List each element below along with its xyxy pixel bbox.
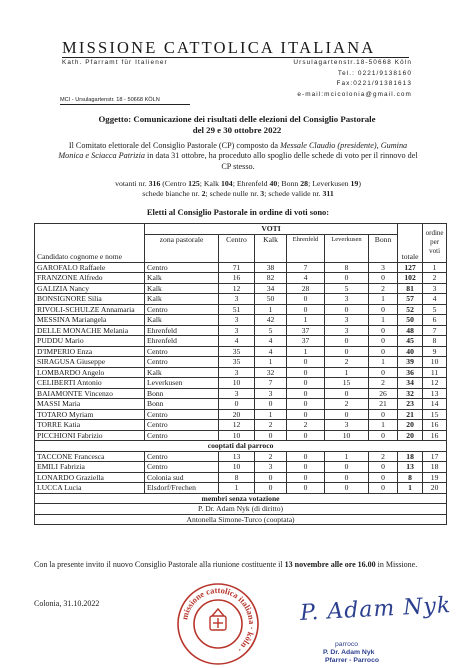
kalk-votes: 32 (255, 367, 287, 378)
closing-paragraph (34, 560, 439, 571)
coopted-group (35, 441, 447, 452)
vote-stats-line-2 (58, 189, 418, 199)
bonn-votes: 1 (369, 294, 398, 305)
leverkusen-votes: 3 (325, 325, 369, 336)
total-votes: 20 (398, 430, 423, 441)
ehrenfeld-votes: 0 (287, 367, 325, 378)
bonn-votes: 0 (369, 304, 398, 315)
ehrenfeld-votes: 28 (287, 283, 325, 294)
subject-line-1: Oggetto: Comunicazione dei risultati delle elezioni del Consiglio Pastorale (98, 114, 376, 124)
total-votes: 39 (398, 357, 423, 368)
zone: Centro (145, 430, 219, 441)
candidate-name: LUCCA Lucia (35, 483, 145, 494)
committee-members: Messale Claudio (presidente), Gumina Monica e Sciacca Patrizia (58, 141, 408, 161)
candidate-name: GALIZIA Nancy (35, 283, 145, 294)
kalk-votes: 50 (255, 294, 287, 305)
kalk-label: ; Kalk (199, 179, 221, 188)
kalk-votes: 1 (255, 357, 287, 368)
kalk-votes: 4 (255, 336, 287, 347)
kalk-votes: 4 (255, 346, 287, 357)
org-subtitle: Kath. Pfarramt für Italiener (62, 59, 168, 66)
centro-votes: 3 (219, 325, 255, 336)
kalk-votes: 3 (255, 388, 287, 399)
ehrenfeld-votes: 0 (287, 399, 325, 410)
rank: 6 (423, 315, 447, 326)
leverkusen-votes: 0 (325, 409, 369, 420)
subject (58, 114, 416, 135)
closing-text-1: Con la presente invito il nuovo Consiglio Pastorale alla riunione costituente il (34, 560, 285, 569)
ehrenfeld-votes: 0 (287, 430, 325, 441)
bonn-votes: 0 (369, 483, 398, 494)
candidate-name: TORRE Katia (35, 420, 145, 431)
kalk-votes: 2 (255, 451, 287, 462)
zone: Kalk (145, 273, 219, 284)
total-votes: 23 (398, 399, 423, 410)
ehrenfeld-votes: 7 (287, 262, 325, 273)
subject-line-2: del 29 e 30 ottobre 2022 (192, 124, 282, 135)
votes-label: votanti nr. (115, 179, 149, 188)
zone: Centro (145, 357, 219, 368)
centro-votes: 3 (219, 294, 255, 305)
total-votes: 13 (398, 462, 423, 473)
blank-count: 2 (201, 189, 206, 199)
ehrenfeld-votes: 0 (287, 462, 325, 473)
sender-line: MCI - Ursulagartenstr. 18 - 50668 KÖLN (60, 97, 160, 103)
total-votes: 40 (398, 346, 423, 357)
total-votes: 32 (398, 388, 423, 399)
zone: Kalk (145, 367, 219, 378)
candidate-row (35, 420, 447, 431)
leverkusen-votes: 3 (325, 420, 369, 431)
coopted-group-label: cooptati dal parroco (35, 441, 447, 452)
stamp-emblem-icon (210, 609, 226, 630)
col-kalk-header: Kalk (255, 234, 287, 262)
leverkusen-votes: 0 (325, 472, 369, 483)
org-title: MISSIONE CATTOLICA ITALIANA (62, 38, 376, 57)
nonvoting-member: Antonella Simone-Turco (cooptata) (35, 514, 447, 525)
bonn-votes: 1 (369, 420, 398, 431)
bonn-votes: 1 (369, 315, 398, 326)
col-zone-header: zona pastorale (145, 234, 219, 262)
zone: Centro (145, 462, 219, 473)
total-votes: 57 (398, 294, 423, 305)
org-fax: Fax:0221/91381613 (336, 80, 412, 87)
candidate-name: PICCHIONI Fabrizio (35, 430, 145, 441)
total-votes: 21 (398, 409, 423, 420)
centro-votes: 10 (219, 462, 255, 473)
centro-votes: 3 (219, 388, 255, 399)
ehrenfeld-votes: 0 (287, 483, 325, 494)
zone: Bonn (145, 388, 219, 399)
null-count: 3 (260, 189, 265, 199)
ehrenfeld-votes: 0 (287, 451, 325, 462)
leverkusen-votes: 2 (325, 357, 369, 368)
centro-votes: 12 (219, 420, 255, 431)
org-email: e-mail:mcicolonia@gmail.com (297, 91, 412, 98)
zone: Elsdorf/Frechen (145, 483, 219, 494)
col-bonn-header: Bonn (369, 234, 398, 262)
candidate-name: FRANZONE Alfredo (35, 273, 145, 284)
leverkusen-votes: 15 (325, 378, 369, 389)
zone: Ehrenfeld (145, 325, 219, 336)
zone: Kalk (145, 294, 219, 305)
centro-votes: 35 (219, 357, 255, 368)
rank: 10 (423, 357, 447, 368)
candidate-row (35, 378, 447, 389)
candidate-row (35, 357, 447, 368)
zone: Kalk (145, 283, 219, 294)
ehrenfeld-votes: 0 (287, 294, 325, 305)
centro-votes: 51 (219, 304, 255, 315)
centro-votes: 35 (219, 346, 255, 357)
candidate-row (35, 367, 447, 378)
candidate-name: BONSIGNORE Silia (35, 294, 145, 305)
candidate-name: BAIAMONTE Vincenzo (35, 388, 145, 399)
candidate-name: D'IMPERIO Enza (35, 346, 145, 357)
letterhead-rule (62, 57, 409, 58)
handwritten-signature: P. Adam Nyk (299, 593, 452, 626)
ehrenfeld-votes: 40 (269, 179, 278, 188)
stats-close: ) (358, 179, 361, 188)
candidate-name: TOTARO Myriam (35, 409, 145, 420)
table-heading: Eletti al Consiglio Pastorale in ordine di voti sono: (146, 207, 330, 217)
total-votes: 81 (398, 283, 423, 294)
centro-votes: 4 (219, 336, 255, 347)
rank: 17 (423, 451, 447, 462)
candidate-name: CELIBERTI Antonio (35, 378, 145, 389)
bonn-votes: 0 (369, 336, 398, 347)
col-totale-header: totale (398, 224, 423, 263)
org-phone: Tel.: 0221/9138160 (337, 70, 412, 77)
total-votes: 20 (398, 420, 423, 431)
rank: 3 (423, 283, 447, 294)
total-votes: 1 (398, 483, 423, 494)
col-ordine-header: ordine per voti (423, 224, 447, 263)
candidate-row (35, 315, 447, 326)
centro-votes: 10 (219, 378, 255, 389)
zone: Leverkusen (145, 378, 219, 389)
total-votes: 34 (398, 378, 423, 389)
bonn-votes: 0 (369, 409, 398, 420)
col-candidate-label: Candidato cognome e nome (37, 252, 122, 261)
candidate-row (35, 399, 447, 410)
rank: 2 (423, 273, 447, 284)
candidate-row (35, 388, 447, 399)
leverkusen-votes: 3 (325, 294, 369, 305)
centro-votes: 16 (219, 273, 255, 284)
bonn-votes: 0 (369, 462, 398, 473)
zone: Centro (145, 304, 219, 315)
rank: 12 (423, 378, 447, 389)
ehrenfeld-votes: 0 (287, 357, 325, 368)
candidate-name: SIRAGUSA Giuseppe (35, 357, 145, 368)
centro-votes: 12 (219, 283, 255, 294)
intro-text-1: Il Comitato elettorale del Consiglio Pastorale (CP) composto da (68, 141, 281, 150)
candidate-row (35, 336, 447, 347)
ehrenfeld-votes: 0 (287, 388, 325, 399)
centro-votes: 13 (219, 451, 255, 462)
ehrenfeld-votes: 0 (287, 304, 325, 315)
blank-label: schede bianche nr. (142, 189, 202, 199)
centro-votes: 0 (219, 399, 255, 410)
bonn-votes: 2 (369, 283, 398, 294)
ehrenfeld-votes: 37 (287, 336, 325, 347)
bonn-votes: 2 (369, 378, 398, 389)
vote-stats (58, 179, 418, 200)
leverkusen-votes: 0 (325, 304, 369, 315)
results-table (34, 223, 447, 525)
leverkusen-votes: 1 (325, 367, 369, 378)
nonvoting-member-row (35, 504, 447, 515)
rank: 11 (423, 367, 447, 378)
centro-votes: 71 (219, 262, 255, 273)
nonvoting-member: P. Dr. Adam Nyk (di diritto) (35, 504, 447, 515)
pastor-role: Pfarrer - Parroco (325, 657, 380, 664)
ehrenfeld-votes: 0 (287, 378, 325, 389)
candidate-row (35, 304, 447, 315)
org-address: Ursulagartenstr.18-50668 Köln (293, 59, 412, 66)
candidate-name: EMILI Fabrizia (35, 462, 145, 473)
kalk-votes: 0 (255, 399, 287, 410)
rank: 16 (423, 430, 447, 441)
bonn-label: ; Bonn (277, 179, 301, 188)
nonvoting-group (35, 493, 447, 504)
candidate-name: DELLE MONACHE Melania (35, 325, 145, 336)
centro-votes: 3 (219, 367, 255, 378)
candidate-row (35, 273, 447, 284)
candidate-row (35, 462, 447, 473)
centro-votes: 20 (219, 409, 255, 420)
kalk-votes: 38 (255, 262, 287, 273)
candidate-name: MASSI Maria (35, 399, 145, 410)
bonn-votes: 26 (369, 388, 398, 399)
candidate-row (35, 262, 447, 273)
ehrenfeld-votes: 1 (287, 315, 325, 326)
pastor-title: parroco (335, 641, 359, 648)
kalk-votes: 0 (255, 430, 287, 441)
candidate-row (35, 294, 447, 305)
candidate-name: TACCONE Francesca (35, 451, 145, 462)
total-votes: 48 (398, 325, 423, 336)
ehrenfeld-votes: 37 (287, 325, 325, 336)
sender-rule (60, 104, 190, 105)
total-votes: 50 (398, 315, 423, 326)
bonn-votes: 21 (369, 399, 398, 410)
rank: 1 (423, 262, 447, 273)
rank: 16 (423, 420, 447, 431)
kalk-votes: 82 (255, 273, 287, 284)
total-votes: 102 (398, 273, 423, 284)
nonvoting-group-label: membri senza votazione (35, 493, 447, 504)
valid-count: 311 (322, 189, 334, 199)
centro-votes: 8 (219, 472, 255, 483)
candidate-row (35, 325, 447, 336)
centro-votes: 125 (188, 179, 200, 188)
leverkusen-votes: 0 (325, 273, 369, 284)
intro-paragraph (58, 141, 418, 172)
ehrenfeld-label: ; Ehrenfeld (232, 179, 270, 188)
bonn-votes: 1 (369, 357, 398, 368)
zone: Centro (145, 420, 219, 431)
pastor-name: P. Dr. Adam Nyk (323, 649, 375, 656)
null-label: ; schede nulle nr. (205, 189, 261, 199)
candidate-row (35, 409, 447, 420)
zone: Centro (145, 451, 219, 462)
vote-stats-line-1 (58, 179, 418, 189)
rank: 4 (423, 294, 447, 305)
kalk-votes: 5 (255, 325, 287, 336)
kalk-votes: 3 (255, 462, 287, 473)
leverkusen-votes: 0 (325, 462, 369, 473)
kalk-votes: 1 (255, 409, 287, 420)
leverkusen-votes: 19 (350, 179, 359, 188)
total-votes: 36 (398, 367, 423, 378)
total-votes: 127 (398, 262, 423, 273)
centro-votes: 3 (219, 315, 255, 326)
col-ehrenfeld-header: Ehrenfeld (287, 234, 325, 262)
bonn-votes: 3 (369, 262, 398, 273)
leverkusen-votes: 0 (325, 483, 369, 494)
total-votes: 45 (398, 336, 423, 347)
col-centro-header: Centro (219, 234, 255, 262)
kalk-votes: 0 (255, 472, 287, 483)
kalk-votes: 104 (221, 179, 233, 188)
kalk-votes: 34 (255, 283, 287, 294)
kalk-votes: 1 (255, 304, 287, 315)
bonn-votes: 2 (369, 451, 398, 462)
leverkusen-votes: 0 (325, 346, 369, 357)
bonn-votes: 0 (369, 346, 398, 357)
ehrenfeld-votes: 1 (287, 346, 325, 357)
leverkusen-votes: 10 (325, 430, 369, 441)
kalk-votes: 0 (255, 483, 287, 494)
rank: 14 (423, 399, 447, 410)
zone: Centro (145, 346, 219, 357)
zone: Centro (145, 409, 219, 420)
zone: Colonia sud (145, 472, 219, 483)
candidate-name: MESSINA Mariangela (35, 315, 145, 326)
bonn-votes: 28 (300, 179, 309, 188)
candidate-name: LONARDO Graziella (35, 472, 145, 483)
kalk-votes: 2 (255, 420, 287, 431)
bonn-votes: 0 (369, 472, 398, 483)
candidate-row (35, 472, 447, 483)
rank: 7 (423, 325, 447, 336)
total-votes: 8 (398, 472, 423, 483)
candidate-row (35, 283, 447, 294)
kalk-votes: 42 (255, 315, 287, 326)
ehrenfeld-votes: 4 (287, 273, 325, 284)
zone: Centro (145, 262, 219, 273)
kalk-votes: 7 (255, 378, 287, 389)
centro-votes: 1 (219, 483, 255, 494)
leverkusen-votes: 8 (325, 262, 369, 273)
parish-stamp (176, 582, 260, 666)
zone: Kalk (145, 315, 219, 326)
nonvoting-member-row (35, 514, 447, 525)
leverkusen-votes: 2 (325, 399, 369, 410)
candidate-row (35, 430, 447, 441)
centro-label: (Centro (160, 179, 189, 188)
rank: 15 (423, 409, 447, 420)
candidate-name: GAROFALO Raffaele (35, 262, 145, 273)
rank: 18 (423, 462, 447, 473)
closing-text-2: in Missione. (375, 560, 418, 569)
zone: Ehrenfeld (145, 336, 219, 347)
zone: Bonn (145, 399, 219, 410)
leverkusen-votes: 0 (325, 336, 369, 347)
bonn-votes: 0 (369, 430, 398, 441)
place-date: Colonia, 31.10.2022 (34, 599, 100, 608)
ehrenfeld-votes: 2 (287, 420, 325, 431)
rank: 8 (423, 336, 447, 347)
col-leverkusen-header: Leverkusen (325, 234, 369, 262)
candidate-name: PUDDU Mario (35, 336, 145, 347)
rank: 20 (423, 483, 447, 494)
centro-votes: 10 (219, 430, 255, 441)
bonn-votes: 0 (369, 273, 398, 284)
leverkusen-votes: 1 (325, 451, 369, 462)
bonn-votes: 0 (369, 367, 398, 378)
votes-total: 316 (148, 179, 161, 188)
bonn-votes: 0 (369, 325, 398, 336)
stamp-text-path: missione cattolica italiana · köln · (179, 584, 258, 655)
total-votes: 18 (398, 451, 423, 462)
col-candidate-header (35, 224, 145, 263)
leverkusen-votes: 0 (325, 388, 369, 399)
ehrenfeld-votes: 0 (287, 409, 325, 420)
rank: 9 (423, 346, 447, 357)
candidate-row (35, 346, 447, 357)
leverkusen-label: ; Leverkusen (308, 179, 351, 188)
rank: 5 (423, 304, 447, 315)
ehrenfeld-votes: 0 (287, 472, 325, 483)
valid-label: ; schede valide nr. (264, 189, 323, 199)
rank: 13 (423, 388, 447, 399)
candidate-name: RIVOLI-SCHULZE Annamaria (35, 304, 145, 315)
candidate-row (35, 451, 447, 462)
leverkusen-votes: 3 (325, 315, 369, 326)
total-votes: 52 (398, 304, 423, 315)
rank: 19 (423, 472, 447, 483)
intro-text-2: in data 31 ottobre, ha proceduto allo spoglio delle schede di voto per il rinnovo del CP stesso. (145, 151, 418, 171)
candidate-name: LOMBARDO Angelo (35, 367, 145, 378)
leverkusen-votes: 5 (325, 283, 369, 294)
voti-header: VOTI (145, 224, 398, 235)
candidate-row (35, 483, 447, 494)
meeting-date: 13 novembre alle ore 16.00 (284, 560, 376, 569)
